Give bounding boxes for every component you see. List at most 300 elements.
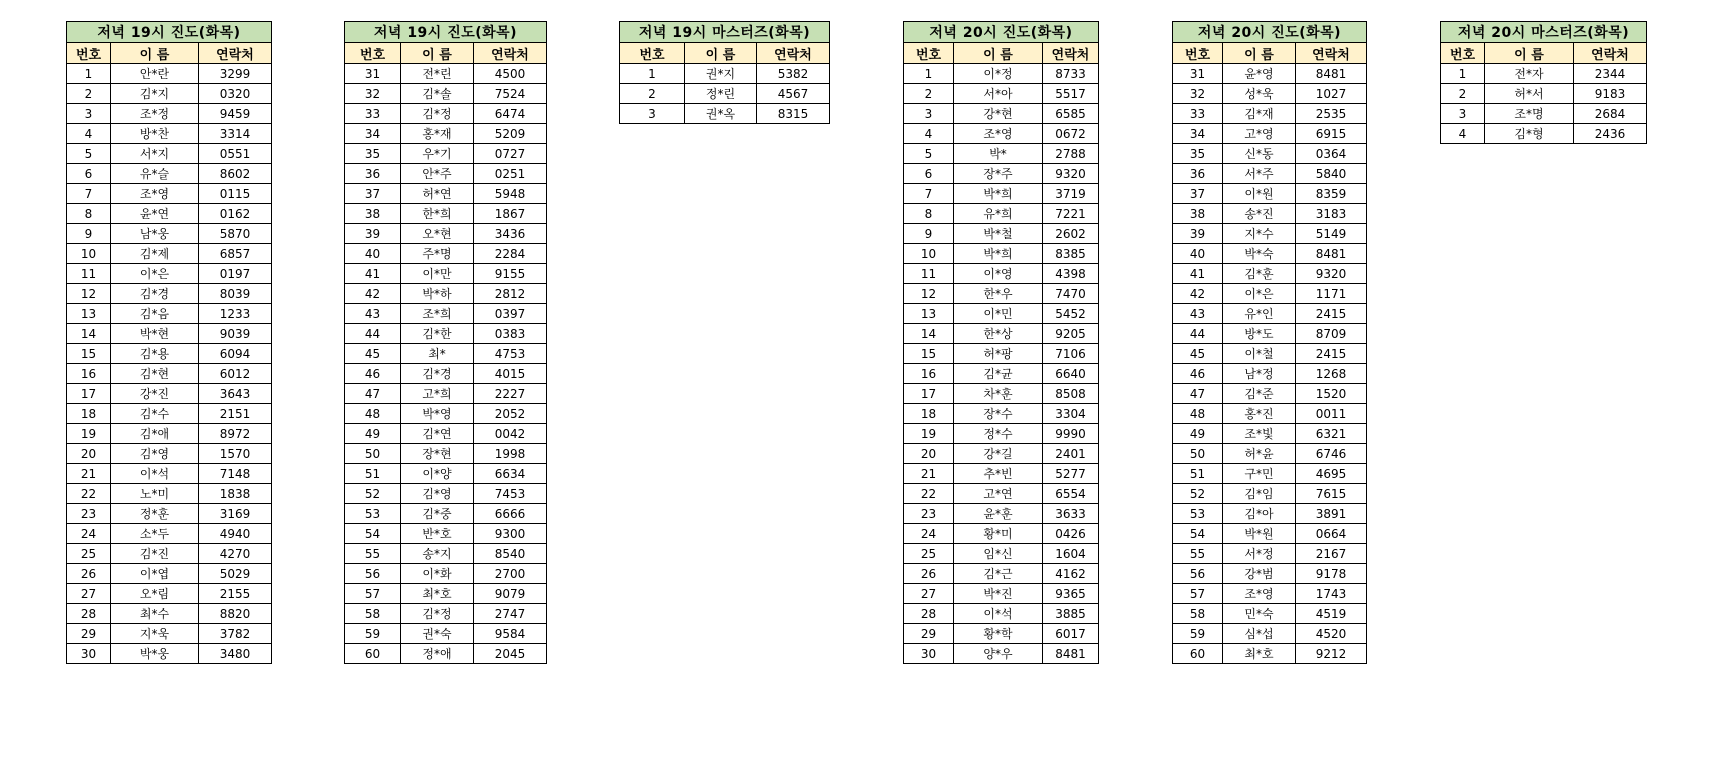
cell-number: 8 xyxy=(67,204,111,224)
cell-name: 방*도 xyxy=(1223,324,1296,344)
table-row xyxy=(904,584,1099,604)
table-row xyxy=(345,524,547,544)
header-name: 이 름 xyxy=(111,43,199,64)
cell-contact: 9212 xyxy=(1296,644,1367,664)
table-row xyxy=(67,384,272,404)
header-name: 이 름 xyxy=(401,43,474,64)
table-row xyxy=(1441,124,1647,144)
table-header-row xyxy=(620,43,830,64)
cell-contact: 2535 xyxy=(1296,104,1367,124)
cell-name: 서*주 xyxy=(1223,164,1296,184)
table-row xyxy=(67,564,272,584)
cell-contact: 0162 xyxy=(199,204,272,224)
cell-number: 56 xyxy=(1173,564,1223,584)
cell-number: 31 xyxy=(345,64,401,84)
table-row xyxy=(345,644,547,664)
roster-table-6 xyxy=(1440,21,1647,144)
cell-number: 19 xyxy=(67,424,111,444)
table-row xyxy=(345,164,547,184)
table-row xyxy=(67,284,272,304)
cell-number: 20 xyxy=(67,444,111,464)
cell-name: 정*애 xyxy=(401,644,474,664)
cell-contact: 1838 xyxy=(199,484,272,504)
cell-number: 36 xyxy=(345,164,401,184)
cell-name: 이*엽 xyxy=(111,564,199,584)
table-row xyxy=(904,424,1099,444)
cell-name: 장*주 xyxy=(954,164,1043,184)
table-row xyxy=(67,144,272,164)
cell-contact: 9205 xyxy=(1043,324,1099,344)
cell-name: 성*욱 xyxy=(1223,84,1296,104)
table-row xyxy=(67,64,272,84)
cell-contact: 4015 xyxy=(474,364,547,384)
cell-number: 51 xyxy=(345,464,401,484)
cell-number: 2 xyxy=(904,84,954,104)
table-header-row xyxy=(904,43,1099,64)
cell-number: 1 xyxy=(1441,64,1485,84)
table-row xyxy=(1173,504,1367,524)
cell-contact: 8733 xyxy=(1043,64,1099,84)
cell-contact: 0042 xyxy=(474,424,547,444)
cell-contact: 1171 xyxy=(1296,284,1367,304)
cell-number: 26 xyxy=(904,564,954,584)
roster-table-5 xyxy=(1172,21,1367,664)
cell-number: 36 xyxy=(1173,164,1223,184)
table-row xyxy=(1173,244,1367,264)
cell-name: 박*진 xyxy=(954,584,1043,604)
cell-name: 송*지 xyxy=(401,544,474,564)
cell-contact: 8820 xyxy=(199,604,272,624)
table-row xyxy=(1173,484,1367,504)
cell-number: 1 xyxy=(67,64,111,84)
table-title: 저녁 20시 마스터즈(화목) xyxy=(1441,22,1647,43)
cell-name: 김*정 xyxy=(401,604,474,624)
cell-contact: 5870 xyxy=(199,224,272,244)
cell-number: 13 xyxy=(904,304,954,324)
cell-contact: 0383 xyxy=(474,324,547,344)
table-row xyxy=(904,264,1099,284)
cell-contact: 9320 xyxy=(1296,264,1367,284)
cell-name: 강*길 xyxy=(954,444,1043,464)
cell-number: 28 xyxy=(904,604,954,624)
table-row xyxy=(67,364,272,384)
cell-number: 5 xyxy=(904,144,954,164)
cell-contact: 7524 xyxy=(474,84,547,104)
cell-number: 17 xyxy=(67,384,111,404)
cell-name: 이*정 xyxy=(954,64,1043,84)
cell-number: 55 xyxy=(1173,544,1223,564)
cell-contact: 2415 xyxy=(1296,304,1367,324)
cell-name: 김*근 xyxy=(954,564,1043,584)
cell-contact: 7470 xyxy=(1043,284,1099,304)
table-row xyxy=(67,224,272,244)
cell-name: 심*섭 xyxy=(1223,624,1296,644)
table-title: 저녁 20시 진도(화목) xyxy=(904,22,1099,43)
table-row xyxy=(1441,104,1647,124)
cell-contact: 4500 xyxy=(474,64,547,84)
cell-contact: 4753 xyxy=(474,344,547,364)
cell-name: 조*영 xyxy=(1223,584,1296,604)
cell-name: 조*희 xyxy=(401,304,474,324)
cell-contact: 4520 xyxy=(1296,624,1367,644)
cell-contact: 9459 xyxy=(199,104,272,124)
cell-name: 고*영 xyxy=(1223,124,1296,144)
cell-number: 50 xyxy=(1173,444,1223,464)
cell-contact: 8972 xyxy=(199,424,272,444)
header-name: 이 름 xyxy=(954,43,1043,64)
table-row xyxy=(904,504,1099,524)
cell-number: 47 xyxy=(345,384,401,404)
cell-name: 권*옥 xyxy=(685,104,757,124)
table-row xyxy=(1173,284,1367,304)
cell-name: 김*애 xyxy=(111,424,199,444)
cell-number: 53 xyxy=(345,504,401,524)
cell-number: 38 xyxy=(345,204,401,224)
cell-name: 김*연 xyxy=(401,424,474,444)
cell-contact: 2401 xyxy=(1043,444,1099,464)
cell-name: 황*학 xyxy=(954,624,1043,644)
table-row xyxy=(345,104,547,124)
table-row xyxy=(1173,624,1367,644)
table-row xyxy=(904,104,1099,124)
cell-number: 27 xyxy=(904,584,954,604)
cell-name: 김*진 xyxy=(111,544,199,564)
cell-number: 17 xyxy=(904,384,954,404)
cell-number: 4 xyxy=(67,124,111,144)
cell-number: 46 xyxy=(345,364,401,384)
table-row xyxy=(345,304,547,324)
cell-name: 서*지 xyxy=(111,144,199,164)
cell-number: 47 xyxy=(1173,384,1223,404)
cell-name: 박*희 xyxy=(954,244,1043,264)
cell-number: 28 xyxy=(67,604,111,624)
table-row xyxy=(1173,524,1367,544)
cell-name: 노*미 xyxy=(111,484,199,504)
cell-contact: 1867 xyxy=(474,204,547,224)
cell-number: 40 xyxy=(345,244,401,264)
table-row xyxy=(345,84,547,104)
cell-number: 30 xyxy=(67,644,111,664)
cell-name: 박* xyxy=(954,144,1043,164)
table-row xyxy=(904,484,1099,504)
cell-name: 홍*진 xyxy=(1223,404,1296,424)
cell-name: 차*훈 xyxy=(954,384,1043,404)
cell-name: 한*우 xyxy=(954,284,1043,304)
cell-name: 장*수 xyxy=(954,404,1043,424)
cell-number: 21 xyxy=(904,464,954,484)
cell-contact: 9300 xyxy=(474,524,547,544)
cell-contact: 9178 xyxy=(1296,564,1367,584)
cell-name: 정*수 xyxy=(954,424,1043,444)
cell-number: 25 xyxy=(904,544,954,564)
table-row xyxy=(1173,104,1367,124)
cell-name: 남*정 xyxy=(1223,364,1296,384)
table-title: 저녁 19시 진도(화목) xyxy=(67,22,272,43)
cell-name: 송*진 xyxy=(1223,204,1296,224)
cell-number: 39 xyxy=(1173,224,1223,244)
cell-name: 고*연 xyxy=(954,484,1043,504)
table-row xyxy=(1173,444,1367,464)
cell-contact: 5382 xyxy=(757,64,830,84)
cell-number: 48 xyxy=(1173,404,1223,424)
cell-number: 48 xyxy=(345,404,401,424)
cell-name: 이*철 xyxy=(1223,344,1296,364)
cell-name: 방*찬 xyxy=(111,124,199,144)
table-row xyxy=(1441,84,1647,104)
cell-number: 40 xyxy=(1173,244,1223,264)
cell-number: 52 xyxy=(1173,484,1223,504)
table-row xyxy=(904,84,1099,104)
cell-number: 7 xyxy=(904,184,954,204)
cell-name: 박*영 xyxy=(401,404,474,424)
table-row xyxy=(1173,544,1367,564)
cell-name: 이*영 xyxy=(954,264,1043,284)
table-row xyxy=(345,204,547,224)
cell-name: 남*웅 xyxy=(111,224,199,244)
cell-contact: 5029 xyxy=(199,564,272,584)
cell-contact: 2151 xyxy=(199,404,272,424)
table-row xyxy=(67,184,272,204)
cell-name: 최*수 xyxy=(111,604,199,624)
cell-name: 허*서 xyxy=(1485,84,1574,104)
cell-number: 3 xyxy=(904,104,954,124)
cell-number: 12 xyxy=(904,284,954,304)
table-row xyxy=(1173,604,1367,624)
cell-name: 김*음 xyxy=(111,304,199,324)
table-row xyxy=(345,364,547,384)
table-row xyxy=(67,504,272,524)
table-row xyxy=(345,584,547,604)
cell-number: 2 xyxy=(620,84,685,104)
table-row xyxy=(345,64,547,84)
cell-name: 오*림 xyxy=(111,584,199,604)
table-row xyxy=(345,484,547,504)
table-row xyxy=(1173,124,1367,144)
cell-number: 7 xyxy=(67,184,111,204)
header-number: 번호 xyxy=(345,43,401,64)
table-title-row xyxy=(1173,22,1367,43)
table-row xyxy=(904,364,1099,384)
cell-name: 한*희 xyxy=(401,204,474,224)
header-contact: 연락처 xyxy=(1574,43,1647,64)
cell-number: 25 xyxy=(67,544,111,564)
cell-name: 지*욱 xyxy=(111,624,199,644)
table-row xyxy=(345,424,547,444)
cell-contact: 2344 xyxy=(1574,64,1647,84)
table-row xyxy=(67,424,272,444)
cell-number: 1 xyxy=(620,64,685,84)
table-row xyxy=(904,204,1099,224)
header-number: 번호 xyxy=(1173,43,1223,64)
table-row xyxy=(1173,384,1367,404)
cell-number: 57 xyxy=(345,584,401,604)
cell-contact: 9990 xyxy=(1043,424,1099,444)
cell-number: 23 xyxy=(67,504,111,524)
table-row xyxy=(904,284,1099,304)
cell-number: 54 xyxy=(1173,524,1223,544)
cell-number: 2 xyxy=(1441,84,1485,104)
table-row xyxy=(904,64,1099,84)
cell-name: 김*균 xyxy=(954,364,1043,384)
cell-name: 김*현 xyxy=(111,364,199,384)
cell-name: 유*희 xyxy=(954,204,1043,224)
table-row xyxy=(1441,64,1647,84)
table-title-row xyxy=(904,22,1099,43)
cell-contact: 5277 xyxy=(1043,464,1099,484)
cell-number: 39 xyxy=(345,224,401,244)
cell-number: 58 xyxy=(345,604,401,624)
table-title-row xyxy=(620,22,830,43)
cell-contact: 4695 xyxy=(1296,464,1367,484)
cell-name: 추*빈 xyxy=(954,464,1043,484)
cell-number: 13 xyxy=(67,304,111,324)
table-row xyxy=(620,104,830,124)
cell-contact: 7148 xyxy=(199,464,272,484)
cell-number: 10 xyxy=(67,244,111,264)
cell-contact: 2812 xyxy=(474,284,547,304)
cell-contact: 4398 xyxy=(1043,264,1099,284)
cell-name: 김*솔 xyxy=(401,84,474,104)
cell-contact: 8315 xyxy=(757,104,830,124)
cell-name: 조*명 xyxy=(1485,104,1574,124)
cell-name: 강*범 xyxy=(1223,564,1296,584)
cell-name: 이*양 xyxy=(401,464,474,484)
cell-contact: 2167 xyxy=(1296,544,1367,564)
cell-contact: 3183 xyxy=(1296,204,1367,224)
cell-name: 박*희 xyxy=(954,184,1043,204)
table-row xyxy=(345,464,547,484)
cell-contact: 4519 xyxy=(1296,604,1367,624)
cell-number: 18 xyxy=(67,404,111,424)
cell-number: 11 xyxy=(904,264,954,284)
cell-number: 8 xyxy=(904,204,954,224)
cell-number: 49 xyxy=(345,424,401,444)
cell-contact: 8039 xyxy=(199,284,272,304)
cell-name: 민*숙 xyxy=(1223,604,1296,624)
cell-number: 55 xyxy=(345,544,401,564)
cell-name: 한*상 xyxy=(954,324,1043,344)
table-row xyxy=(1173,324,1367,344)
cell-contact: 4567 xyxy=(757,84,830,104)
table-row xyxy=(345,244,547,264)
cell-contact: 2700 xyxy=(474,564,547,584)
table-header-row xyxy=(345,43,547,64)
cell-number: 50 xyxy=(345,444,401,464)
cell-name: 김*경 xyxy=(401,364,474,384)
cell-number: 53 xyxy=(1173,504,1223,524)
cell-number: 3 xyxy=(620,104,685,124)
cell-contact: 2684 xyxy=(1574,104,1647,124)
cell-name: 김*지 xyxy=(111,84,199,104)
cell-number: 14 xyxy=(67,324,111,344)
cell-number: 10 xyxy=(904,244,954,264)
cell-contact: 3436 xyxy=(474,224,547,244)
cell-number: 15 xyxy=(904,344,954,364)
cell-name: 안*란 xyxy=(111,64,199,84)
header-name: 이 름 xyxy=(685,43,757,64)
cell-name: 정*훈 xyxy=(111,504,199,524)
cell-contact: 8508 xyxy=(1043,384,1099,404)
cell-number: 42 xyxy=(345,284,401,304)
cell-contact: 9155 xyxy=(474,264,547,284)
cell-name: 권*지 xyxy=(685,64,757,84)
cell-contact: 6634 xyxy=(474,464,547,484)
table-row xyxy=(345,264,547,284)
table-title-row xyxy=(1441,22,1647,43)
table-row xyxy=(904,464,1099,484)
cell-contact: 3304 xyxy=(1043,404,1099,424)
header-name: 이 름 xyxy=(1223,43,1296,64)
cell-name: 전*린 xyxy=(401,64,474,84)
cell-name: 김*한 xyxy=(401,324,474,344)
cell-contact: 9365 xyxy=(1043,584,1099,604)
cell-name: 권*숙 xyxy=(401,624,474,644)
cell-contact: 3891 xyxy=(1296,504,1367,524)
cell-contact: 6554 xyxy=(1043,484,1099,504)
table-row xyxy=(67,84,272,104)
table-row xyxy=(1173,84,1367,104)
cell-name: 김*제 xyxy=(111,244,199,264)
table-title: 저녁 19시 마스터즈(화목) xyxy=(620,22,830,43)
cell-number: 19 xyxy=(904,424,954,444)
cell-contact: 2284 xyxy=(474,244,547,264)
cell-contact: 7615 xyxy=(1296,484,1367,504)
cell-contact: 9584 xyxy=(474,624,547,644)
table-row xyxy=(904,224,1099,244)
cell-name: 이*석 xyxy=(954,604,1043,624)
table-row xyxy=(67,304,272,324)
table-row xyxy=(1173,224,1367,244)
table-row xyxy=(1173,144,1367,164)
cell-contact: 0251 xyxy=(474,164,547,184)
cell-number: 24 xyxy=(67,524,111,544)
cell-contact: 7106 xyxy=(1043,344,1099,364)
cell-contact: 6321 xyxy=(1296,424,1367,444)
cell-name: 황*미 xyxy=(954,524,1043,544)
cell-number: 58 xyxy=(1173,604,1223,624)
table-row xyxy=(1173,64,1367,84)
cell-number: 44 xyxy=(1173,324,1223,344)
table-header-row xyxy=(67,43,272,64)
cell-name: 김*아 xyxy=(1223,504,1296,524)
cell-number: 4 xyxy=(904,124,954,144)
cell-contact: 9320 xyxy=(1043,164,1099,184)
table-title-row xyxy=(345,22,547,43)
cell-contact: 8481 xyxy=(1296,64,1367,84)
table-row xyxy=(904,624,1099,644)
header-name: 이 름 xyxy=(1485,43,1574,64)
table-row xyxy=(345,224,547,244)
cell-name: 소*두 xyxy=(111,524,199,544)
cell-number: 45 xyxy=(345,344,401,364)
table-row xyxy=(345,144,547,164)
cell-number: 22 xyxy=(67,484,111,504)
cell-contact: 8540 xyxy=(474,544,547,564)
cell-contact: 6666 xyxy=(474,504,547,524)
table-row xyxy=(1173,564,1367,584)
cell-number: 41 xyxy=(1173,264,1223,284)
table-title-row xyxy=(67,22,272,43)
table-row xyxy=(1173,204,1367,224)
cell-name: 김*영 xyxy=(401,484,474,504)
header-contact: 연락처 xyxy=(757,43,830,64)
cell-name: 윤*연 xyxy=(111,204,199,224)
table-row xyxy=(904,544,1099,564)
cell-contact: 1520 xyxy=(1296,384,1367,404)
cell-number: 9 xyxy=(904,224,954,244)
table-row xyxy=(620,84,830,104)
cell-number: 44 xyxy=(345,324,401,344)
